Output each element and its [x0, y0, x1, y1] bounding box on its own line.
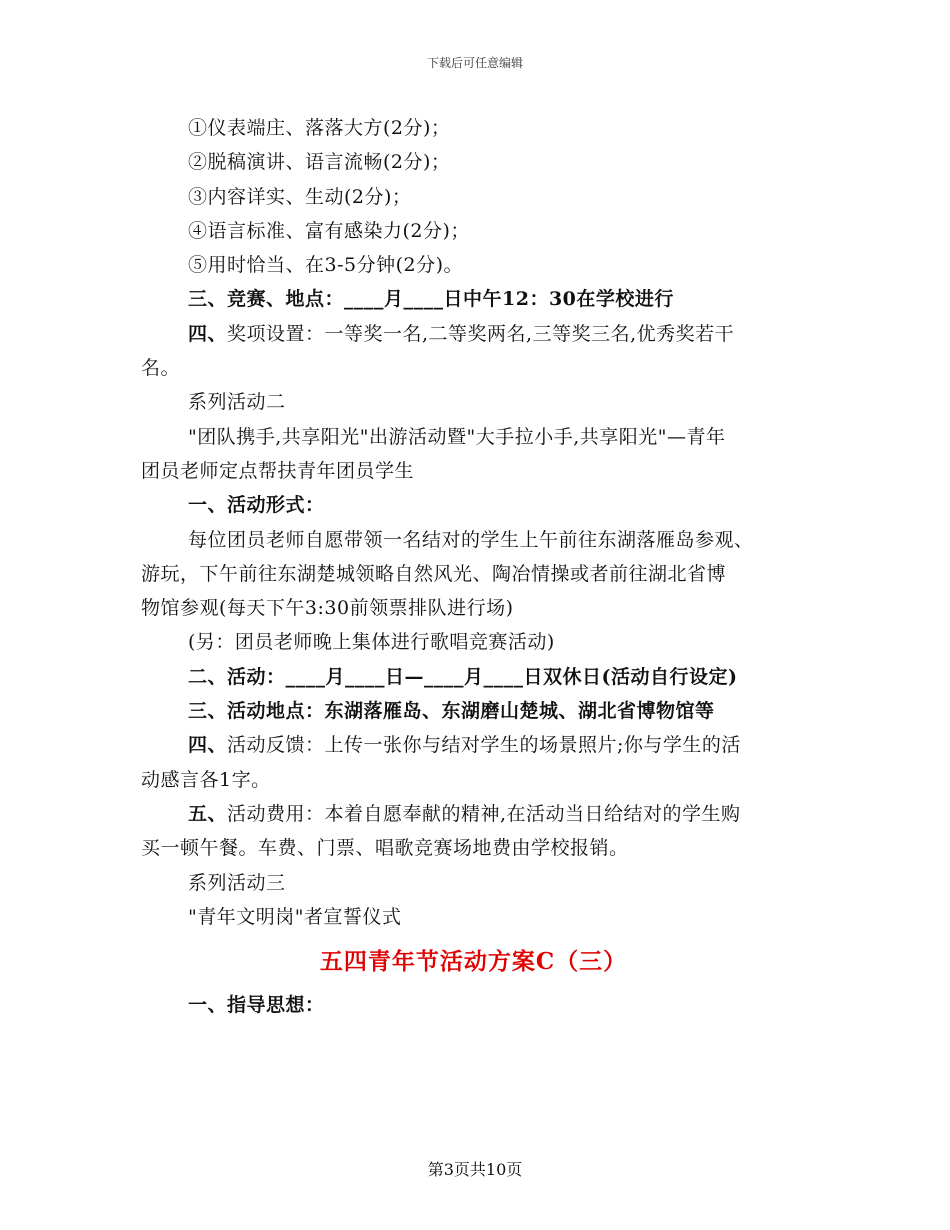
- criteria-item-1: ①仪表端庄、落落大方(2分)；: [188, 117, 451, 139]
- page-footer: 第3页共10页: [427, 1160, 523, 1179]
- section-heading-activity-date: 二、活动：____月____日—____月____日双休日(活动自行设定): [188, 665, 738, 688]
- document-body: [141, 111, 806, 1022]
- paragraph-line: 名。: [141, 357, 181, 380]
- paragraph-cost: [141, 797, 806, 831]
- criteria-item-3: ③内容详实、生动(2分)；: [188, 185, 412, 208]
- paragraph-awards: [141, 317, 806, 351]
- paragraph-line: "青年文明岗"者宣誓仪式: [188, 905, 402, 928]
- paragraph-note: (另：团员老师晚上集体进行歌唱竞赛活动): [188, 631, 555, 654]
- paragraph-text: 奖项设置：一等奖一名,二等奖两名,三等奖三名,优秀奖若干: [227, 322, 735, 345]
- section-title: 五四青年节活动方案C（三）: [319, 948, 628, 976]
- paragraph-line: 动感言各1字。: [141, 768, 271, 791]
- paragraph-line: 团员老师定点帮扶青年团员学生: [141, 459, 415, 482]
- criteria-item-2: ②脱稿演讲、语言流畅(2分)；: [188, 151, 451, 174]
- paragraph-line: 物馆参观(每天下午3:30前领票排队进行场): [141, 597, 514, 620]
- paragraph-line: 游玩，下午前往东湖楚城领略自然风光、陶冶情操或者前往湖北省博: [141, 562, 727, 585]
- criteria-item-5: ⑤用时恰当、在3-5分钟(2分)。: [188, 254, 464, 277]
- paragraph-line: "团队携手,共享阳光"出游活动暨"大手拉小手,共享阳光"—青年: [188, 425, 726, 448]
- series-heading-3: 系列活动三: [188, 871, 286, 894]
- paragraph-line: 买一顿午餐。车费、门票、唱歌竞赛场地费由学校报销。: [141, 837, 629, 860]
- section-number: 四、: [188, 322, 228, 345]
- section-heading-time-place: 三、竞赛、地点：____月____日中午12：30在学校进行: [188, 288, 674, 311]
- paragraph-text: 活动反馈：上传一张你与结对学生的场景照片;你与学生的活: [227, 734, 741, 757]
- section-heading-format: 一、活动形式：: [188, 494, 325, 517]
- page-header: 下载后可任意编辑: [426, 56, 523, 70]
- paragraph-feedback: [141, 728, 806, 762]
- paragraph-text: 活动费用：本着自愿奉献的精神,在活动当日给结对的学生购: [227, 802, 741, 825]
- criteria-item-4: ④语言标准、富有感染力(2分)；: [188, 219, 470, 242]
- series-heading-2: 系列活动二: [188, 391, 286, 414]
- section-number: 五、: [188, 802, 228, 825]
- section-number: 四、: [188, 734, 228, 757]
- section-heading-activity-place: 三、活动地点：东湖落雁岛、东湖磨山楚城、湖北省博物馆等: [188, 700, 715, 723]
- paragraph-line: 每位团员老师自愿带领一名结对的学生上午前往东湖落雁岛参观、: [188, 528, 754, 551]
- section-heading-guiding-ideology: 一、指导思想：: [188, 994, 325, 1017]
